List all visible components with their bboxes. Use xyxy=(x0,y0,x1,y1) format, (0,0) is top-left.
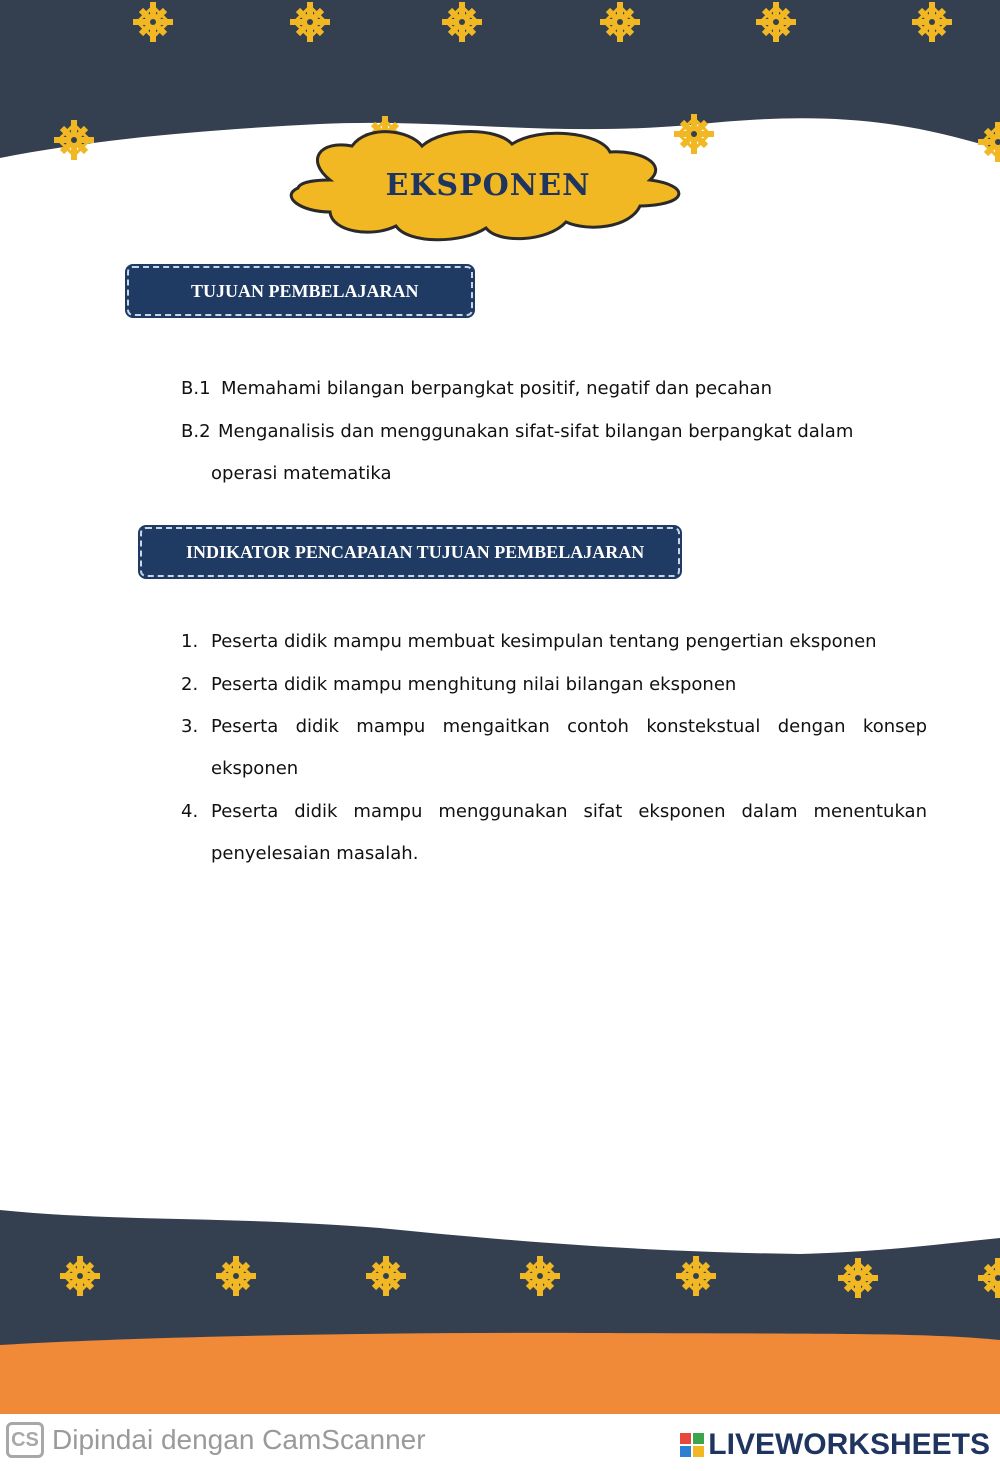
camscanner-logo-icon: CS xyxy=(6,1422,44,1458)
camscanner-watermark xyxy=(6,1420,426,1460)
camscanner-text: Dipindai dengan CamScanner xyxy=(52,1424,426,1455)
page-title: EKSPONEN xyxy=(385,167,591,203)
indikator-text-2: Peserta didik mampu menghitung nilai bilangan eksponen xyxy=(211,674,737,695)
tujuan-code-1: B.1 xyxy=(181,378,211,399)
liveworksheets-logo-icon xyxy=(680,1433,704,1457)
indikator-num-3: 3. xyxy=(181,716,199,737)
indikator-text-1: Peserta didik mampu membuat kesimpulan tentang pengertian eksponen xyxy=(211,631,877,652)
indikator-heading-banner xyxy=(140,527,680,577)
indikator-heading: INDIKATOR PENCAPAIAN TUJUAN PEMBELAJARAN xyxy=(186,541,645,562)
indikator-text-4: Peserta didik mampu menggunakan sifat eksponen dalam menentukan xyxy=(211,801,927,822)
tujuan-code-2: B.2 xyxy=(181,421,211,442)
indikator-text-4-cont: penyelesaian masalah. xyxy=(211,843,419,864)
tujuan-text-2-cont: operasi matematika xyxy=(211,463,392,484)
liveworksheets-brand[interactable] xyxy=(680,1425,990,1465)
indikator-text-3-cont: eksponen xyxy=(211,758,299,779)
tujuan-text-1: Memahami bilangan berpangkat positif, negatif dan pecahan xyxy=(221,378,772,399)
title-cloud-container xyxy=(288,130,688,245)
tujuan-heading: TUJUAN PEMBELAJARAN xyxy=(191,280,419,301)
indikator-num-4: 4. xyxy=(181,801,199,822)
indikator-num-1: 1. xyxy=(181,631,199,652)
tujuan-text-2: Menganalisis dan menggunakan sifat-sifat bilangan berpangkat dalam xyxy=(218,421,854,442)
orange-strip xyxy=(0,1333,1000,1414)
indikator-text-3: Peserta didik mampu mengaitkan contoh konstekstual dengan konsep xyxy=(211,716,927,737)
indikator-num-2: 2. xyxy=(181,674,199,695)
liveworksheets-text: LIVEWORKSHEETS xyxy=(708,1428,990,1461)
tujuan-heading-banner xyxy=(127,266,473,316)
